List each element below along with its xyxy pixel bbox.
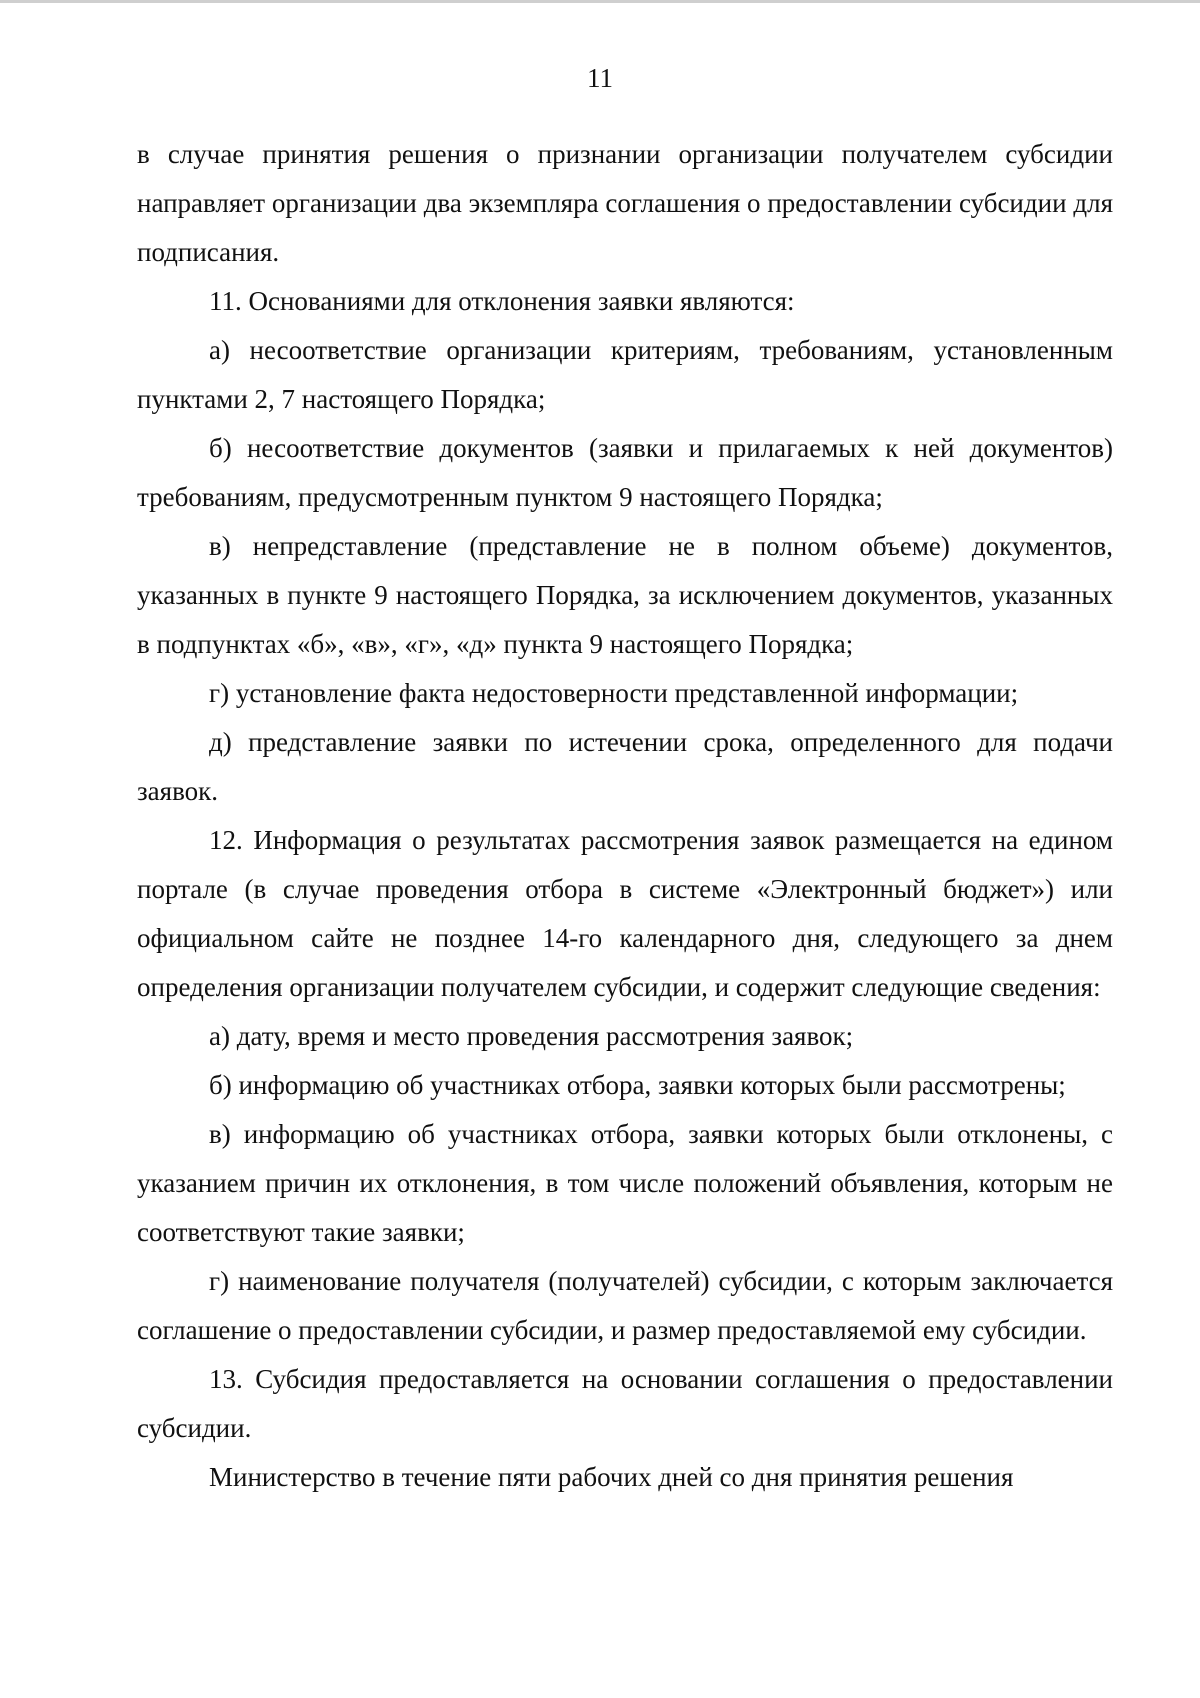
paragraph-ministry: Министерство в течение пяти рабочих дней со дня принятия решения [209, 1462, 1014, 1492]
paragraph-clause-12-b: б) информацию об участниках отбора, заявки которых были рассмотрены; [209, 1070, 1066, 1100]
paragraph-clause-11: 11. Основаниями для отклонения заявки являются: [209, 286, 795, 316]
paragraph-clause-12-g: г) наименование получателя (получателей) субсидии, с которым заключается соглашение о предоставлении субсидии, и размер предоставляемой ему субсидии. [137, 1266, 1113, 1345]
paragraph-clause-11-d: д) представление заявки по истечении срока, определенного для подачи заявок. [137, 727, 1113, 806]
paragraph-clause-12-v: в) информацию об участниках отбора, заявки которых были отклонены, с указанием причин их отклонения, в том числе положений объявления, которым не соответствуют такие заявки; [137, 1119, 1113, 1247]
page-number: 11 [587, 63, 613, 93]
paragraph-continuation: в случае принятия решения о признании организации получателем субсидии направляет организации два экземпляра соглашения о предоставлении субсидии для подписания. [137, 139, 1113, 267]
paragraph-clause-11-b: б) несоответствие документов (заявки и прилагаемых к ней документов) требованиям, предусмотренным пунктом 9 настоящего Порядка; [137, 433, 1113, 512]
paragraph-clause-11-g: г) установление факта недостоверности представленной информации; [209, 678, 1019, 708]
paragraph-clause-11-v: в) непредставление (представление не в полном объеме) документов, указанных в пункте 9 настоящего Порядка, за исключением документов, указанных в подпунктах «б», «в», «г», «д» пункта 9 настоящего Порядка; [137, 531, 1113, 659]
document-body [137, 130, 1113, 1502]
paragraph-clause-12-a: а) дату, время и место проведения рассмотрения заявок; [209, 1021, 854, 1051]
scan-top-edge [0, 0, 1200, 3]
paragraph-clause-13: 13. Субсидия предоставляется на основании соглашения о предоставлении субсидии. [137, 1364, 1113, 1443]
paragraph-clause-12: 12. Информация о результатах рассмотрения заявок размещается на едином портале (в случае проведения отбора в системе «Электронный бюджет») или официальном сайте не позднее 14-го календарного дня, следующего за днем определения организации получателем субсидии, и содержит следующие сведения: [137, 825, 1113, 1002]
paragraph-clause-11-a: а) несоответствие организации критериям, требованиям, установленным пунктами 2, 7 настоящего Порядка; [137, 335, 1113, 414]
